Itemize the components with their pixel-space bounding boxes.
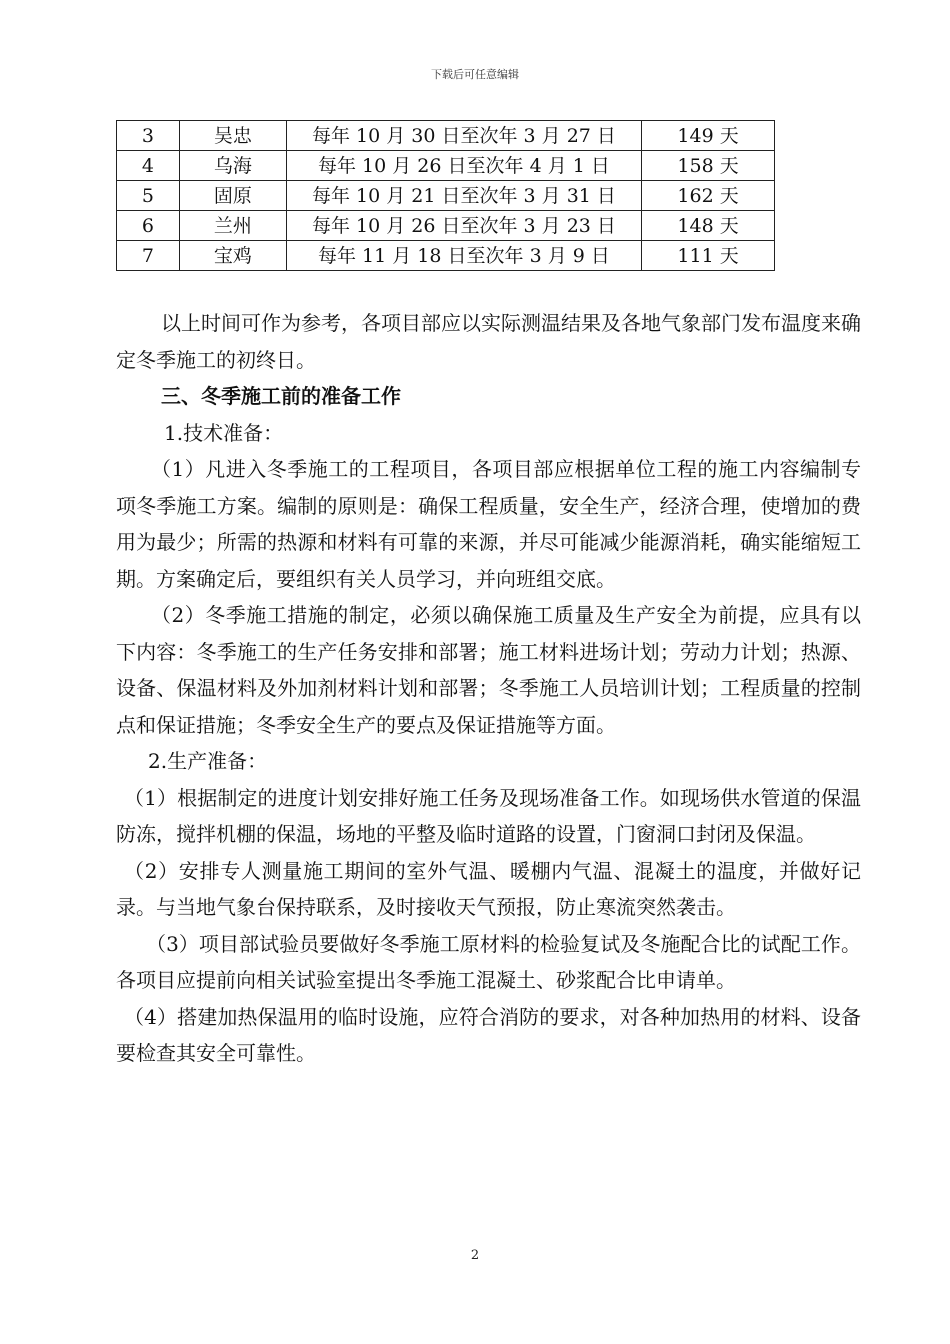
subheading-production-preparation: 2.生产准备： xyxy=(148,749,268,773)
table-row xyxy=(117,241,775,271)
row-number: 3 xyxy=(117,121,180,151)
city-name: 宝鸡 xyxy=(179,241,286,271)
day-count: 149 天 xyxy=(642,121,775,151)
section-heading-preparation: 三、冬季施工前的准备工作 xyxy=(161,384,401,408)
document-body xyxy=(116,305,861,1072)
city-name: 兰州 xyxy=(179,211,286,241)
date-range: 每年 11 月 18 日至次年 3 月 9 日 xyxy=(286,241,641,271)
row-number: 7 xyxy=(117,241,180,271)
date-range: 每年 10 月 26 日至次年 4 月 1 日 xyxy=(286,151,641,181)
day-count: 158 天 xyxy=(642,151,775,181)
date-range: 每年 10 月 30 日至次年 3 月 27 日 xyxy=(286,121,641,151)
day-count: 148 天 xyxy=(642,211,775,241)
page-number: 2 xyxy=(470,1248,480,1263)
day-count: 162 天 xyxy=(642,181,775,211)
city-name: 固原 xyxy=(179,181,286,211)
row-number: 5 xyxy=(117,181,180,211)
paragraph-production-3: （3）项目部试验员要做好冬季施工原材料的检验复试及冬施配合比的试配工作。各项目应提前向相关试验室提出冬季施工混凝土、砂浆配合比申请单。 xyxy=(116,931,861,992)
page-header: 下载后可任意编辑 xyxy=(431,68,519,81)
paragraph-production-4: （4）搭建加热保温用的临时设施，应符合消防的要求，对各种加热用的材料、设备要检查其安全可靠性。 xyxy=(116,1004,861,1065)
paragraph-technical-1: （1）凡进入冬季施工的工程项目，各项目部应根据单位工程的施工内容编制专项冬季施工方案。编制的原则是：确保工程质量，安全生产，经济合理，使增加的费用为最少；所需的热源和材料有可靠的来源，并尽可能减少能源消耗，确实能缩短工期。方案确定后，要组织有关人员学习，并向班组交底。 xyxy=(116,457,861,591)
date-range: 每年 10 月 26 日至次年 3 月 23 日 xyxy=(286,211,641,241)
date-range: 每年 10 月 21 日至次年 3 月 31 日 xyxy=(286,181,641,211)
city-name: 乌海 xyxy=(179,151,286,181)
paragraph-technical-2: （2）冬季施工措施的制定，必须以确保施工质量及生产安全为前提，应具有以下内容：冬季施工的生产任务安排和部署；施工材料进场计划；劳动力计划；热源、设备、保温材料及外加剂材料计划和部署；冬季施工人员培训计划；工程质量的控制点和保证措施；冬季安全生产的要点及保证措施等方面。 xyxy=(116,603,861,737)
paragraph-reference-note: 以上时间可作为参考，各项目部应以实际测温结果及各地气象部门发布温度来确定冬季施工的初终日。 xyxy=(116,311,861,372)
table-row xyxy=(117,211,775,241)
city-name: 吴忠 xyxy=(179,121,286,151)
day-count: 111 天 xyxy=(642,241,775,271)
paragraph-production-1: （1）根据制定的进度计划安排好施工任务及现场准备工作。如现场供水管道的保温防冻，搅拌机棚的保温，场地的平整及临时道路的设置，门窗洞口封闭及保温。 xyxy=(116,785,861,846)
table-row xyxy=(117,181,775,211)
frost-period-table xyxy=(116,120,775,271)
table-row xyxy=(117,121,775,151)
subheading-technical-preparation: 1.技术准备： xyxy=(164,420,284,445)
table-row xyxy=(117,151,775,181)
row-number: 6 xyxy=(117,211,180,241)
row-number: 4 xyxy=(117,151,180,181)
paragraph-production-2: （2）安排专人测量施工期间的室外气温、暖棚内气温、混凝土的温度，并做好记录。与当地气象台保持联系，及时接收天气预报，防止寒流突然袭击。 xyxy=(116,858,861,919)
